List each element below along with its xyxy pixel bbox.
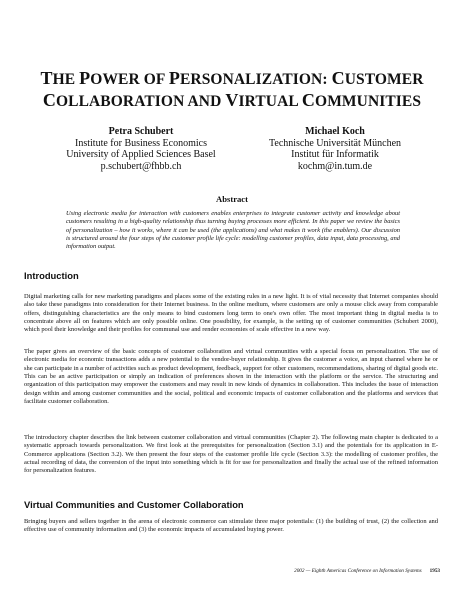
author-affiliation: Institute for Business Economics [75,137,207,149]
author-affiliation: Technische Universität München [268,137,402,149]
paragraph: Digital marketing calls for new marketing paradigms and places some of the existing rules in a new light. It is of vital necessity that Internet companies should also take these paradigms into consideration for their Internet business. In the online medium, where customers are only a mouse click away from comparable offers, distinguishing characteristics are the only means to bind customers long term to one's own offer. The most important thing in digital media is to concentrate above all on features which are only possible online. One possibility, for example, is the setting up of customer communities (Schubert 2000), which pool their knowledge and their profiles for communal use and render economies of scale effective in a new way. [24,293,438,334]
section-heading-introduction: Introduction [24,270,79,281]
author-2 [240,126,430,172]
author-email: p.schubert@fhbb.ch [100,160,182,172]
paragraph: The paper gives an overview of the basic concepts of customer collaboration and virtual communities with a special focus on personalization. The use of electronic media for economic transactions adds a new potential to the vendor-buyer relationship. It gives the customer a voice, an input channel where he or she can participate in a number of activities such as product development, feedback, support for other customers, recommendations, sharing of digital goods etc. This can be an active participation or simply an indication of preferences shown in the interaction with the platform or the service. The structuring and organization of this participation may empower the customers and may result in new kinds of dynamics in collaboration. This includes the issue of interaction design within and among customer communities and the social, political and economic impacts of customer collaboration and the platforms and services that facilitate customer collaboration. [24,348,438,406]
paper-title: THE POWER OF PERSONALIZATION: CUSTOMER COLLABORATION AND VIRTUAL COMMUNITIES [40,68,424,110]
page-footer [294,568,440,574]
author-block [40,126,424,176]
abstract-heading: Abstract [216,194,248,204]
abstract-text: Using electronic media for interaction with customers enables enterprises to integrate customer activity and knowledge about customers resulting in a high-quality relationship thus turning buying processes more efficient. In this paper we review the basics of personalization – how it works, where it can be used (the applications) and what makes it work (the enablers). Our discussion is structured around the four steps of the customer profile life cycle: modelling customer profiles, data input, data processing, and information output. [66,210,400,251]
page-number: 1953 [429,568,440,574]
author-affiliation: Institut für Informatik [291,149,379,160]
paragraph: The introductory chapter describes the link between customer collaboration and virtual communities (Chapter 2). The following main chapter is dedicated to a systematic approach towards personalization. We first look at the prerequisites for personalization (Section 3.1) and the potentials for its application in E-Commerce applications (Section 3.2). We then present the four steps of the customer profile life cycle (Section 3.3): the modelling of customer profiles, the actual recording of data, the conversion of the input into something which is fit for use for personalization and finally the actual use of the refined information for personalization features. [24,434,438,475]
author-email: kochm@in.tum.de [297,160,373,172]
author-name: Michael Koch [305,126,365,137]
author-name: Petra Schubert [108,126,174,137]
author-1 [46,126,236,172]
section-heading-virtual-communities: Virtual Communities and Customer Collaboration [24,499,244,510]
paragraph: Bringing buyers and sellers together in the arena of electronic commerce can stimulate three major potentials: (1) the building of trust, (2) the collection and effective use of community information and (3) the economic impacts of accumulated buying power. [24,518,438,534]
footer-conference: 2002 — Eighth Americas Conference on Information Systems [294,568,422,574]
author-affiliation: University of Applied Sciences Basel [66,149,216,160]
